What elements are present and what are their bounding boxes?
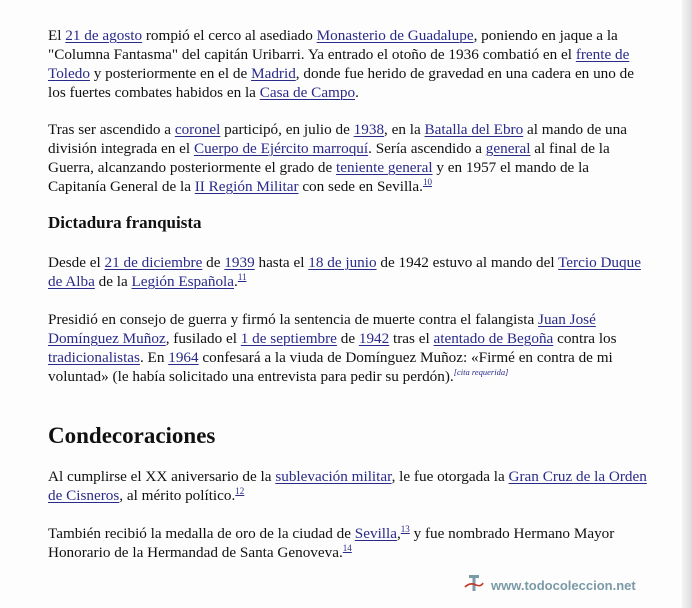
text: con sede en Sevilla.: [298, 178, 423, 195]
text: de 1942 estuvo al mando del: [376, 254, 559, 271]
link-1-septiembre[interactable]: 1 de septiembre: [240, 330, 337, 347]
text: , en la: [384, 121, 425, 138]
link-legion-espanola[interactable]: Legión Española: [131, 273, 235, 290]
text: , fusilado el: [165, 330, 241, 347]
paragraph-consejo-guerra: [48, 310, 648, 386]
text: contra los: [553, 330, 617, 347]
link-ii-region-militar[interactable]: II Región Militar: [194, 178, 299, 195]
watermark-text: www.todocoleccion.net: [491, 577, 636, 593]
link-18-junio[interactable]: 18 de junio: [308, 254, 377, 271]
paragraph-ebro: [48, 120, 648, 196]
link-atentado-begona[interactable]: atentado de Begoña: [433, 330, 554, 347]
text: de: [336, 330, 359, 347]
link-monasterio-guadalupe[interactable]: Monasterio de Guadalupe: [316, 27, 474, 44]
text: ,: [396, 525, 401, 542]
paragraph-guadalupe: [48, 26, 648, 102]
link-tradicionalistas[interactable]: tradicionalistas: [48, 349, 140, 366]
text: participó, en julio de: [220, 121, 354, 138]
link-frente-toledo[interactable]: frente de Toledo: [48, 46, 630, 82]
link-1938[interactable]: 1938: [353, 121, 385, 138]
link-1939[interactable]: 1939: [224, 254, 255, 271]
link-casa-de-campo[interactable]: Casa de Campo: [259, 84, 356, 101]
link-1964[interactable]: 1964: [168, 349, 199, 366]
text: .: [355, 84, 359, 101]
link-21-agosto[interactable]: 21 de agosto: [65, 27, 143, 44]
text: . Sería ascendido a: [368, 140, 486, 157]
text: , le fue otorgada la: [391, 468, 509, 485]
heading-dictadura-franquista: Dictadura franquista: [48, 213, 202, 232]
reference-11[interactable]: 11: [237, 272, 247, 282]
text: confesará a la viuda de Domínguez Muñoz: «Firmé en contra de mi voluntad» (le había solicitado una entrevista para pedir su perdón).: [48, 349, 613, 385]
reference-14[interactable]: 14: [342, 543, 352, 553]
link-21-diciembre[interactable]: 21 de diciembre: [104, 254, 203, 271]
link-sevilla[interactable]: Sevilla: [354, 525, 397, 542]
reference-13[interactable]: 13: [400, 524, 410, 534]
link-teniente-general[interactable]: teniente general: [336, 159, 433, 176]
text: .: [234, 273, 238, 290]
text: , donde fue herido de gravedad en una cadera en uno de los fuertes combates habidos en la: [48, 65, 634, 101]
text: hasta el: [254, 254, 309, 271]
text: Presidió en consejo de guerra y firmó la sentencia de muerte contra el falangista: [48, 311, 539, 328]
link-batalla-ebro[interactable]: Batalla del Ebro: [424, 121, 524, 138]
reference-10[interactable]: 10: [422, 177, 432, 187]
link-sublevacion-militar[interactable]: sublevación militar: [275, 468, 392, 485]
paragraph-tercio: [48, 253, 648, 291]
text: Desde el: [48, 254, 105, 271]
text: Tras ser ascendido a: [48, 121, 175, 138]
text: de la: [94, 273, 132, 290]
text: y posteriormente en el de: [89, 65, 252, 82]
heading-condecoraciones: Condecoraciones: [48, 423, 216, 448]
text: al final de la Guerra, alcanzando posteriormente el grado de: [48, 140, 610, 176]
link-gran-cruz-cisneros[interactable]: Gran Cruz de la Orden de Cisneros: [48, 468, 647, 504]
link-cuerpo-ejercito-marroqui[interactable]: Cuerpo de Ejército marroquí: [193, 140, 369, 157]
link-juan-jose-dominguez[interactable]: Juan José Domínguez Muñoz: [48, 311, 596, 347]
text: al mando de una división integrada en el: [48, 121, 627, 157]
text: tras el: [389, 330, 434, 347]
text: , al mérito político.: [119, 487, 236, 504]
link-1942[interactable]: 1942: [358, 330, 390, 347]
text: de: [202, 254, 225, 271]
link-tercio-duque-alba[interactable]: Tercio Duque de Alba: [48, 254, 641, 290]
text: , poniendo en jaque a la "Columna Fantasma" del capitán Uribarri. Ya entrado el otoño de 1936 combatió en el: [48, 27, 618, 63]
link-general[interactable]: general: [485, 140, 531, 157]
text: y en 1957 el mando de la Capitanía General de la: [48, 159, 590, 195]
text: rompió el cerco al asediado: [142, 27, 317, 44]
reference-12[interactable]: 12: [235, 486, 245, 496]
watermark: [463, 573, 636, 597]
text: El: [48, 27, 66, 44]
text: También recibió la medalla de oro de la ciudad de: [48, 525, 355, 542]
text: Al cumplirse el XX aniversario de la: [48, 468, 276, 485]
citation-needed-tag[interactable]: [cita requerida]: [453, 367, 509, 377]
link-madrid[interactable]: Madrid: [251, 65, 296, 82]
text: . En: [139, 349, 169, 366]
text: y fue nombrado Hermano Mayor Honorario de la Hermandad de Santa Genoveva.: [48, 525, 615, 561]
page-edge-shadow: [682, 0, 692, 608]
todocoleccion-logo-icon: [463, 573, 485, 598]
paragraph-sevilla: [48, 524, 648, 562]
link-coronel[interactable]: coronel: [174, 121, 221, 138]
paragraph-cisneros: [48, 467, 648, 505]
